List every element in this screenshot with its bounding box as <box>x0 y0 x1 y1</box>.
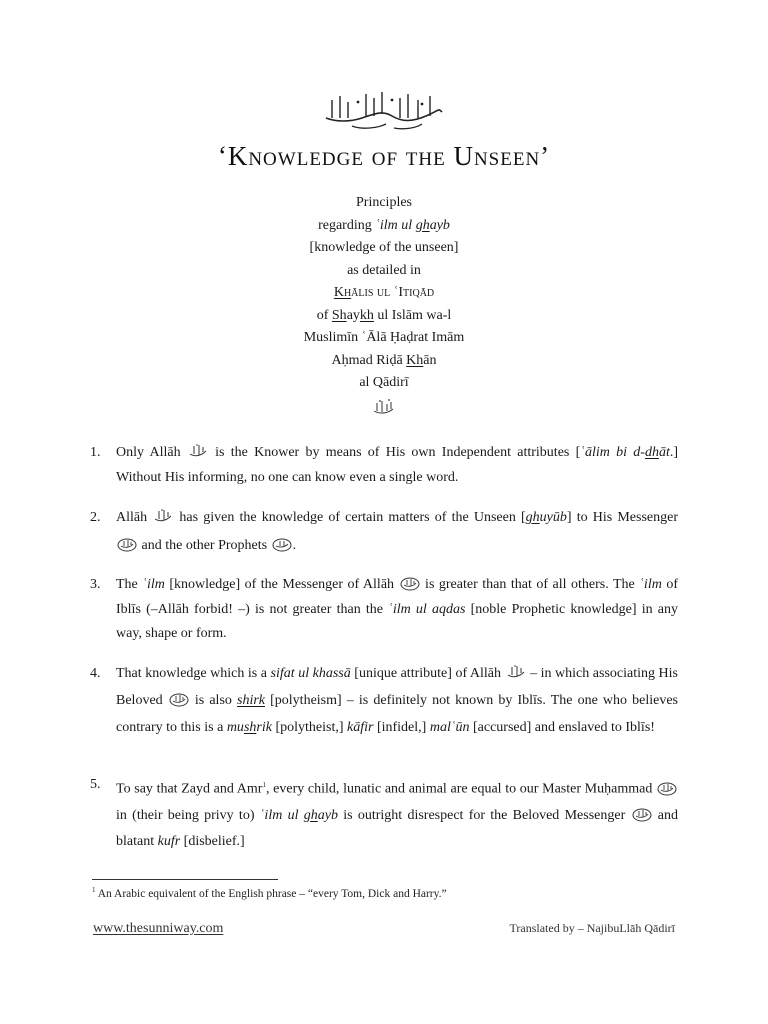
book-title: Kh <box>333 285 352 300</box>
term: dh <box>644 445 659 460</box>
list-item <box>90 660 678 741</box>
term: sifat ul khassā <box>270 666 351 681</box>
intro-text: Muslimīn ʿĀlā Ḥaḍrat Imām <box>303 330 465 345</box>
intro-text: Kh <box>406 352 424 368</box>
intro-block <box>234 192 534 417</box>
text-run: has given the knowledge of certain matters of the Unseen [ <box>174 510 526 525</box>
text-run: .] Without His informing, no one can know even a single word. <box>116 445 678 485</box>
item-text <box>116 440 678 490</box>
text-run: Only Allāh <box>116 445 187 460</box>
text-run: is outright disrespect for the Beloved Messenger <box>337 807 631 823</box>
salawat-icon <box>631 805 653 823</box>
item-text <box>116 772 678 855</box>
intro-line <box>234 305 534 328</box>
intro-text: of <box>316 307 332 323</box>
rahmatullah-alayh-icon <box>371 397 397 417</box>
term: shirk <box>237 693 266 708</box>
book-title: ālis ul ʿItiqād <box>351 285 435 300</box>
alayhim-as-salam-icon <box>271 535 293 553</box>
intro-text: Sh <box>331 307 347 323</box>
text-run: ] to His Messenger <box>566 510 678 525</box>
item-number: 2. <box>90 510 101 525</box>
term: ʿilm ul <box>259 807 304 823</box>
intro-term: ayb <box>429 217 450 233</box>
term: rik <box>256 720 272 735</box>
text-run: To say that Zayd and Amr <box>116 781 263 797</box>
salawat-icon <box>656 779 678 797</box>
term: kāfir <box>347 720 374 735</box>
intro-text: kh <box>359 307 374 323</box>
intro-text: Aḥmad Riḍā <box>331 352 407 368</box>
azza-wa-jall-icon <box>505 663 527 681</box>
intro-line <box>234 372 534 395</box>
text-run: [unique attribute] of Allāh <box>350 666 505 681</box>
text-run: [polytheist,] <box>271 720 347 735</box>
text-run: [knowledge] of the Messenger of Allāh <box>164 577 399 592</box>
footnote-reference[interactable]: 1 <box>262 781 266 789</box>
text-run: in (their being privy to) <box>116 807 260 823</box>
intro-line <box>234 237 534 260</box>
item-number: 1. <box>90 445 101 460</box>
list-item <box>90 504 678 560</box>
text-run: [accursed] and enslaved to Iblīs! <box>469 720 655 735</box>
term: malʿūn <box>429 720 470 735</box>
salawat-icon <box>116 535 138 553</box>
text-run: [disbelief.] <box>180 833 245 849</box>
text-run: is the Knower by means of His own Independent attributes [ <box>208 445 581 460</box>
footnote-divider <box>92 879 278 880</box>
intro-line <box>234 282 534 305</box>
intro-line <box>234 327 534 350</box>
text-run: Allāh <box>116 510 153 525</box>
intro-line <box>234 260 534 283</box>
page-title: ‘Knowledge of the Unseen’ <box>217 141 551 171</box>
intro-line <box>234 215 534 238</box>
text-run: and the other Prophets <box>138 538 271 553</box>
list-item <box>90 573 678 647</box>
intro-text: ay <box>346 307 360 323</box>
term: ʿilm ul aqdas <box>388 601 466 617</box>
azza-wa-jall-icon <box>152 507 174 525</box>
translator-credit: Translated by – NajibuLlāh Qādirī <box>509 921 675 935</box>
list-item <box>90 772 678 855</box>
text-run: . <box>292 538 297 553</box>
footnote-text: An Arabic equivalent of the English phrase – “every Tom, Dick and Harry.” <box>95 887 447 900</box>
term: uyūb <box>539 510 567 525</box>
text-run: and blatant <box>116 807 678 849</box>
intro-text: al Qādirī <box>359 375 409 390</box>
footnote <box>92 886 447 900</box>
item-text <box>116 573 678 647</box>
term: ʿilm <box>142 577 165 592</box>
intro-term: gh <box>415 217 430 233</box>
intro-text: as detailed in <box>347 262 421 278</box>
text-run: is greater than that of all others. The <box>420 577 640 592</box>
text-run: [polytheism] – is definitely not known by Iblīs. The one who believes contrary to this is a <box>116 693 679 735</box>
item-number: 4. <box>90 666 101 681</box>
intro-term: ʿilm ul <box>375 217 416 233</box>
term: kufr <box>157 833 181 849</box>
item-number: 5. <box>90 777 101 792</box>
text-run: , every child, lunatic and animal are equal to our Master Muḥammad <box>265 781 657 797</box>
term: āt <box>658 445 670 460</box>
website-link[interactable]: www.thesunniway.com <box>93 921 224 936</box>
salawat-icon <box>168 690 190 708</box>
footnote-mark: 1 <box>92 886 96 894</box>
azza-wa-jall-icon <box>187 442 209 460</box>
intro-text: regarding <box>318 217 376 233</box>
intro-text: [knowledge of the unseen] <box>309 240 459 255</box>
term: sh <box>243 720 257 735</box>
intro-text: ul Islām wa-l <box>373 307 452 323</box>
text-run: – in which associating His Beloved <box>116 666 678 708</box>
term: mu <box>226 720 244 735</box>
term: ayb <box>317 807 338 823</box>
text-run: [infidel,] <box>373 720 430 735</box>
item-number: 3. <box>90 577 101 592</box>
intro-text: Principles <box>356 195 412 210</box>
list-item <box>90 440 678 490</box>
intro-line <box>234 192 534 215</box>
intro-line <box>234 350 534 373</box>
text-run: is also <box>189 693 238 708</box>
text-run: The <box>116 577 143 592</box>
term: gh <box>303 807 318 823</box>
text-run: of Iblīs (–Allāh forbid! –) is not greater than the <box>116 577 678 617</box>
item-text <box>116 660 678 741</box>
text-run: That knowledge which is a <box>116 666 271 681</box>
intro-text: ān <box>423 352 437 368</box>
term: ʿālim bi d- <box>580 445 645 460</box>
salawat-icon <box>399 574 421 592</box>
text-run: [noble Prophetic knowledge] in any way, shape or form. <box>116 601 678 641</box>
bismillah-calligraphy <box>322 88 446 132</box>
term: gh <box>525 510 540 525</box>
term: ʿilm <box>639 577 662 592</box>
item-text <box>116 504 678 560</box>
